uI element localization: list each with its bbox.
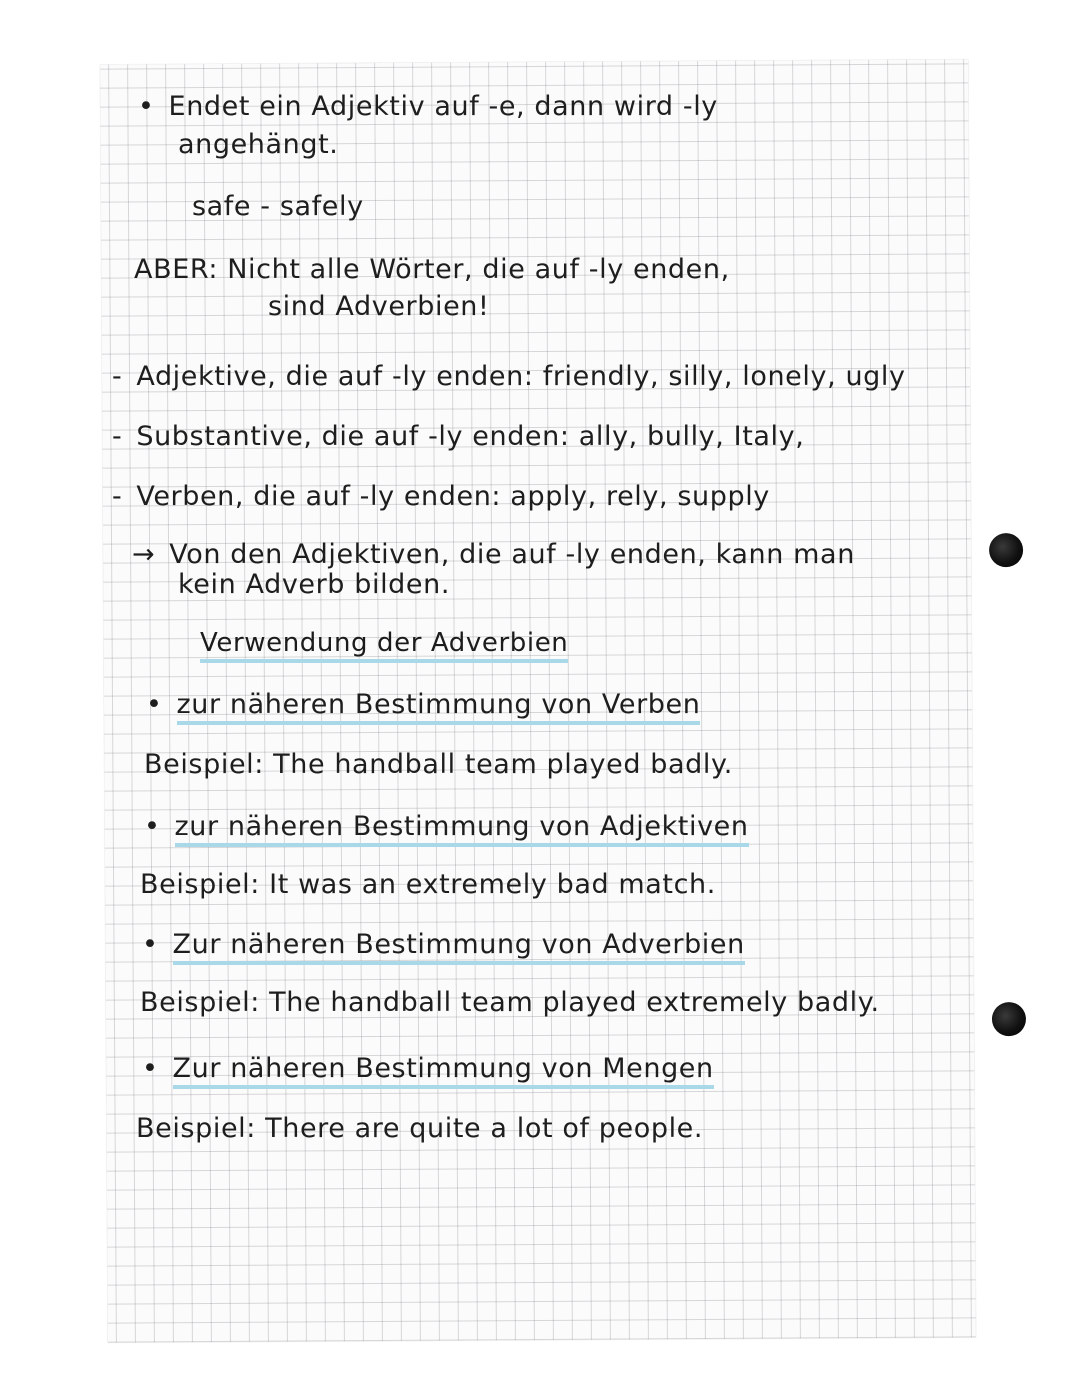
usage-point-verbs bbox=[146, 690, 700, 720]
conclusion-line1 bbox=[132, 540, 855, 570]
dash-marker: - bbox=[112, 421, 123, 452]
bullet-marker: • bbox=[144, 811, 161, 842]
usage-example-quantities: Beispiel: There are quite a lot of people. bbox=[136, 1113, 704, 1144]
punch-hole-icon bbox=[992, 1002, 1026, 1036]
conclusion-line2: kein Adverb bilden. bbox=[178, 569, 451, 600]
list-item-nouns-ly bbox=[112, 422, 804, 452]
but-note-line1: ABER: Nicht alle Wörter, die auf -ly enden, bbox=[134, 254, 730, 285]
list-item-text: Verben, die auf -ly enden: apply, rely, supply bbox=[136, 481, 770, 512]
conclusion-text: Von den Adjektiven, die auf -ly enden, kann man bbox=[169, 539, 855, 570]
list-item-verbs-ly bbox=[112, 482, 770, 512]
rule-adjective-e-line2: angehängt. bbox=[178, 129, 339, 160]
usage-point-text: Zur näheren Bestimmung von Adverbien bbox=[173, 929, 745, 965]
usage-point-adverbs bbox=[142, 930, 745, 960]
usage-example-verbs: Beispiel: The handball team played badly. bbox=[144, 749, 733, 780]
usage-point-text: Zur näheren Bestimmung von Mengen bbox=[173, 1053, 714, 1089]
dash-marker: - bbox=[112, 481, 123, 512]
example-safe-safely: safe - safely bbox=[192, 191, 364, 222]
usage-point-text: zur näheren Bestimmung von Adjektiven bbox=[175, 811, 749, 847]
list-item-adjectives-ly bbox=[112, 362, 906, 392]
usage-heading: Verwendung der Adverbien bbox=[200, 628, 568, 663]
but-note-line2: sind Adverbien! bbox=[268, 291, 490, 322]
list-item-text: Adjektive, die auf -ly enden: friendly, silly, lonely, ugly bbox=[136, 361, 906, 392]
usage-point-adjectives bbox=[144, 812, 749, 842]
bullet-marker: • bbox=[138, 91, 155, 122]
usage-example-adjectives: Beispiel: It was an extremely bad match. bbox=[140, 869, 716, 900]
bullet-marker: • bbox=[146, 689, 163, 720]
bullet-marker: • bbox=[142, 1053, 159, 1084]
arrow-right-icon: → bbox=[132, 539, 156, 570]
rule-adjective-e-line1 bbox=[138, 92, 718, 122]
usage-example-adverbs: Beispiel: The handball team played extremely badly. bbox=[140, 987, 880, 1018]
rule-text: Endet ein Adjektiv auf -e, dann wird -ly bbox=[168, 91, 718, 122]
list-item-text: Substantive, die auf -ly enden: ally, bully, Italy, bbox=[136, 421, 805, 452]
punch-hole-icon bbox=[989, 533, 1023, 567]
usage-point-text: zur näheren Bestimmung von Verben bbox=[177, 689, 701, 725]
bullet-marker: • bbox=[142, 929, 159, 960]
dash-marker: - bbox=[112, 361, 123, 392]
usage-point-quantities bbox=[142, 1054, 714, 1084]
